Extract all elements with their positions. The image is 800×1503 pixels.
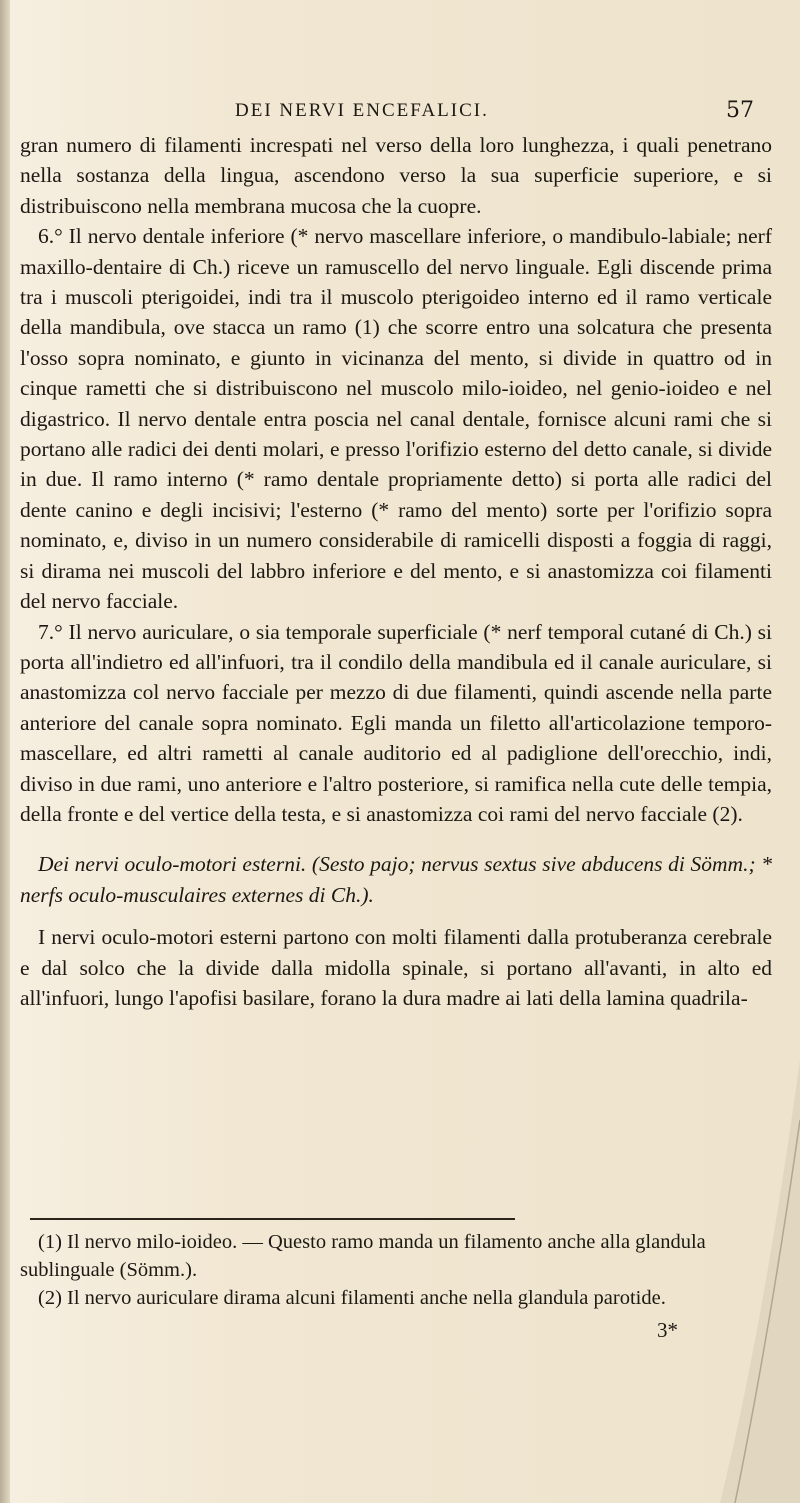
footnote-divider [30, 1218, 515, 1220]
page-binding-edge [0, 0, 10, 1503]
page-number: 57 [726, 98, 754, 123]
footnote-2: (2) Il nervo auriculare dirama alcuni filamenti anche nella glandula parotide. [38, 1287, 666, 1309]
running-title: DEI NERVI ENCEFALICI. [235, 100, 489, 121]
signature-mark: 3* [657, 1318, 678, 1342]
page-header [0, 100, 800, 130]
paragraph-nervo-auriculare: 7.° Il nervo auriculare, o sia temporale superficiale (* nerf temporal cutané di Ch.) si porta all'indietro ed all'infuori, tra il condilo della mandibula ed il canale auriculare, si anastomizza col nervo facciale per mezzo di due filamenti, quindi ascende nella parte anteriore del canale sopra nominato. Egli manda un filetto all'articolazione temporo-mascellare, ed altri rametti al canale auditorio ed al padiglione dell'orecchio, indi, diviso in due rami, uno anteriore e l'altro posteriore, si ramifica nella cute delle tempia, della fronte e del vertice della testa, e si anastomizza coi rami del nervo facciale (2). [20, 619, 772, 826]
paragraph-nervo-dentale: 6.° Il nervo dentale inferiore (* nervo mascellare inferiore, o mandibulo-labiale; nerf maxillo-dentaire di Ch.) riceve un ramuscello del nervo linguale. Egli discende prima tra i muscoli pterigoidei, indi tra il muscolo pterigoideo interno ed il ramo verticale della mandibula, ove stacca un ramo (1) che scorre entro una solcatura che presenta l'osso sopra nominato, e giunto in vicinanza del mento, si divide in quattro od in cinque rametti che si distribuiscono nel muscolo milo-ioideo, nel genio-ioideo e nel digastrico. Il nervo dentale entra poscia nel canal dentale, fornisce alcuni rami che si portano alle radici dei denti molari, e presso l'orifizio esterno del detto canale, si divide in due. Il ramo interno (* ramo dentale propriamente detto) si porta alle radici del dente canino e degli incisivi; l'esterno (* ramo del mento) sorte per l'orifizio sopra nominato, e, diviso in un numero considerabile di ramicelli disposti a foggia di raggi, si dirama nei muscoli del labbro inferiore e del mento, e si anastomizza coi filamenti del nervo facciale. [20, 224, 772, 614]
footnote-1: (1) Il nervo milo-ioideo. — Questo ramo manda un filamento anche alla glandula sublinguale (Sömm.). [20, 1231, 706, 1281]
body-text [20, 130, 772, 1013]
paragraph-continuation: gran numero di filamenti increspati nel verso della loro lunghezza, i quali penetrano nella sostanza della lingua, ascendono verso la sua superficie superiore, e si distribuiscono nella membrana mucosa che la cuopre. [20, 133, 772, 218]
page-curl-shadow [680, 1060, 800, 1503]
paragraph-oculo-motori: I nervi oculo-motori esterni partono con molti filamenti dalla protuberanza cerebrale e dal solco che la divide dalla midolla spinale, si portano all'avanti, in alto ed all'infuori, lungo l'apofisi basilare, forano la dura madre ai lati della lamina quadrila- [20, 925, 772, 1010]
footnotes [20, 1228, 772, 1312]
section-title: Dei nervi oculo-motori esterni. (Sesto pajo; nervus sextus sive abducens di Sömm.; * nerfs oculo-musculaires externes di Ch.). [20, 852, 772, 907]
